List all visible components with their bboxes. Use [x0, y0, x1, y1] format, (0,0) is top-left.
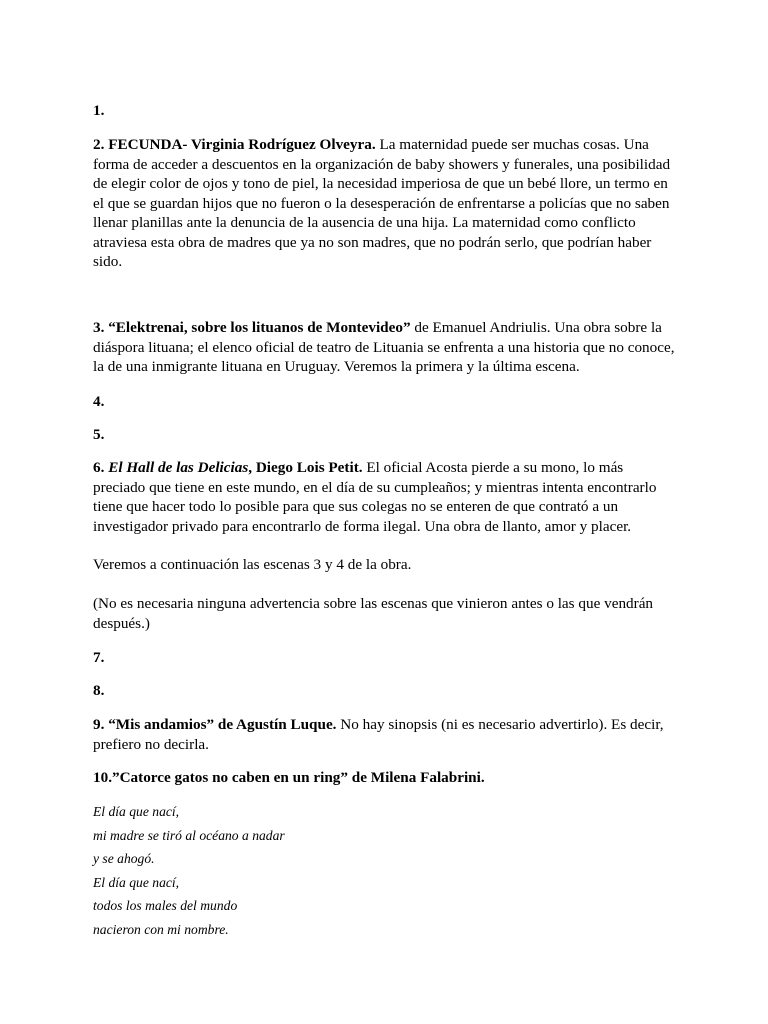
item-title: “Mis andamios” de Agustín Luque.	[108, 716, 337, 733]
item-4	[93, 392, 676, 412]
poem	[93, 800, 676, 941]
item-number: 3.	[93, 319, 105, 336]
item-title-italic: El Hall de las Delicias	[108, 459, 249, 476]
item-synopsis: El oficial Acosta pierde a su mono, lo más preciado que tiene en este mundo, en el día de su cumpleaños; y mientras intenta encontrarlo tiene que hacer todo lo posible para que sus colegas no se enteren de que contrató a un investigador privado para encontrarlo de forma ilegal. Una obra de llanto, amor y placer.	[93, 459, 657, 535]
item-8	[93, 681, 676, 701]
item-number: 2.	[93, 136, 105, 153]
item-title: 10.”Catorce gatos no caben en un ring” de Milena Falabrini.	[93, 769, 485, 786]
item-1	[93, 101, 676, 121]
item-title: “Elektrenai, sobre los lituanos de Montevideo”	[108, 319, 411, 336]
item-3	[93, 318, 676, 377]
poem-line: nacieron con mi nombre.	[93, 921, 229, 937]
poem-line: El día que nací,	[93, 804, 180, 819]
item-title-rest: , Diego Lois Petit.	[248, 459, 363, 476]
item-number: 6.	[93, 459, 105, 476]
item-number: 5.	[93, 426, 105, 443]
item-6	[93, 458, 676, 536]
item-5	[93, 425, 676, 445]
item-number: 8.	[93, 682, 105, 699]
item-6-note-warning: (No es necesaria ninguna advertencia sobre las escenas que vinieron antes o las que vendrán después.)	[93, 595, 654, 632]
poem-line: y se ahogó.	[93, 851, 155, 866]
item-title: FECUNDA- Virginia Rodríguez Olveyra.	[108, 136, 376, 153]
item-number: 7.	[93, 649, 105, 666]
item-7	[93, 648, 676, 668]
item-synopsis: No hay sinopsis (ni es necesario advertirlo). Es decir, prefiero no decirla.	[93, 716, 664, 753]
item-number: 1.	[93, 102, 105, 119]
item-9	[93, 715, 676, 754]
item-number: 9.	[93, 716, 105, 733]
item-synopsis: de Emanuel Andriulis. Una obra sobre la diáspora lituana; el elenco oficial de teatro de Lituania se enfrenta a una historia que no conoce, la de una inmigrante lituana en Uruguay. Veremos la primera y la última escena.	[93, 319, 675, 375]
item-synopsis: La maternidad puede ser muchas cosas. Una forma de acceder a descuentos en la organización de baby showers y funerales, una posibilidad de elegir color de ojos y tono de piel, la necesidad imperiosa de que un bebé llore, un termo en el que se guardan hijos que no fueron o la desesperación de enfrentarse a policías que no saben llenar planillas ante la denuncia de la ausencia de una hija. La maternidad como conflicto atraviesa esta obra de madres que ya no son madres, que no podrán serlo, que podrían haber sido.	[93, 136, 671, 270]
poem-line: todos los males del mundo	[93, 898, 238, 913]
item-number: 4.	[93, 393, 105, 410]
poem-line: El día que nací,	[93, 874, 180, 890]
item-10	[93, 768, 676, 788]
item-6-note-scenes: Veremos a continuación las escenas 3 y 4 de la obra.	[93, 556, 412, 573]
item-2	[93, 135, 676, 272]
poem-line: mi madre se tiró al océano a nadar	[93, 827, 285, 843]
